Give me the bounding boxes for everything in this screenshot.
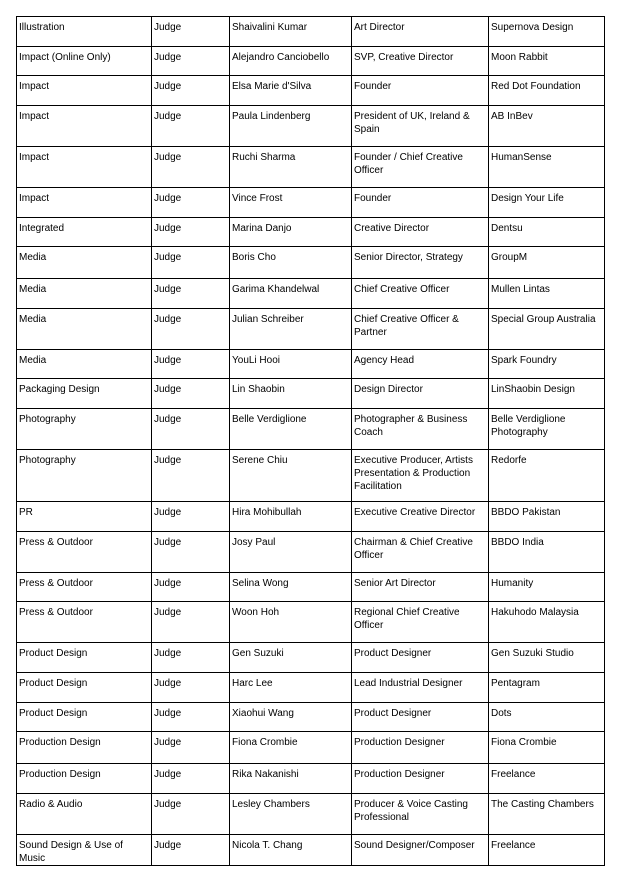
table-row [17,602,605,643]
table-row [17,350,605,379]
category-cell: Media [17,279,152,309]
category-cell: Media [17,350,152,379]
table-row [17,573,605,602]
name-cell: Fiona Crombie [230,732,352,764]
title-cell: Design Director [352,379,489,409]
title-cell: Lead Industrial Designer [352,673,489,703]
organisation-cell: Gen Suzuki Studio [489,643,605,673]
organisation-cell: Spark Foundry [489,350,605,379]
category-cell: Illustration [17,17,152,47]
name-cell: Selina Wong [230,573,352,602]
category-cell: Integrated [17,218,152,247]
table-row [17,532,605,573]
category-cell: Radio & Audio [17,794,152,835]
organisation-cell: Supernova Design [489,17,605,47]
table-row [17,643,605,673]
table-row [17,450,605,502]
table-row [17,247,605,279]
organisation-cell: BBDO India [489,532,605,573]
title-cell: Art Director [352,17,489,47]
organisation-cell: Freelance [489,835,605,866]
role-cell: Judge [152,703,230,732]
name-cell: Elsa Marie d'Silva [230,76,352,106]
role-cell: Judge [152,764,230,794]
organisation-cell: HumanSense [489,147,605,188]
organisation-cell: The Casting Chambers [489,794,605,835]
name-cell: Hira Mohibullah [230,502,352,532]
title-cell: Creative Director [352,218,489,247]
role-cell: Judge [152,835,230,866]
table-row [17,732,605,764]
title-cell: Sound Designer/Composer [352,835,489,866]
category-cell: Packaging Design [17,379,152,409]
category-cell: Impact (Online Only) [17,47,152,76]
organisation-cell: AB InBev [489,106,605,147]
category-cell: Impact [17,76,152,106]
judges-table-body [17,17,605,866]
role-cell: Judge [152,17,230,47]
role-cell: Judge [152,794,230,835]
organisation-cell: Freelance [489,764,605,794]
name-cell: Xiaohui Wang [230,703,352,732]
title-cell: Producer & Voice Casting Professional [352,794,489,835]
name-cell: Belle Verdiglione [230,409,352,450]
organisation-cell: Hakuhodo Malaysia [489,602,605,643]
organisation-cell: Pentagram [489,673,605,703]
name-cell: Alejandro Canciobello [230,47,352,76]
title-cell: Regional Chief Creative Officer [352,602,489,643]
title-cell: Founder [352,76,489,106]
name-cell: YouLi Hooi [230,350,352,379]
title-cell: Photographer & Business Coach [352,409,489,450]
category-cell: Production Design [17,732,152,764]
organisation-cell: Redorfe [489,450,605,502]
name-cell: Julian Schreiber [230,309,352,350]
name-cell: Lesley Chambers [230,794,352,835]
title-cell: Founder / Chief Creative Officer [352,147,489,188]
category-cell: Press & Outdoor [17,532,152,573]
table-row [17,279,605,309]
category-cell: Sound Design & Use of Music [17,835,152,866]
title-cell: President of UK, Ireland & Spain [352,106,489,147]
name-cell: Marina Danjo [230,218,352,247]
role-cell: Judge [152,309,230,350]
title-cell: SVP, Creative Director [352,47,489,76]
organisation-cell: BBDO Pakistan [489,502,605,532]
table-row [17,379,605,409]
role-cell: Judge [152,409,230,450]
organisation-cell: Mullen Lintas [489,279,605,309]
table-row [17,309,605,350]
title-cell: Product Designer [352,643,489,673]
title-cell: Executive Creative Director [352,502,489,532]
title-cell: Chief Creative Officer [352,279,489,309]
category-cell: Media [17,309,152,350]
role-cell: Judge [152,188,230,218]
category-cell: Impact [17,106,152,147]
category-cell: Impact [17,147,152,188]
name-cell: Vince Frost [230,188,352,218]
organisation-cell: Red Dot Foundation [489,76,605,106]
organisation-cell: Moon Rabbit [489,47,605,76]
role-cell: Judge [152,673,230,703]
table-row [17,47,605,76]
organisation-cell: Special Group Australia [489,309,605,350]
table-row [17,673,605,703]
name-cell: Rika Nakanishi [230,764,352,794]
table-row [17,17,605,47]
category-cell: Product Design [17,643,152,673]
category-cell: Production Design [17,764,152,794]
category-cell: Press & Outdoor [17,573,152,602]
role-cell: Judge [152,532,230,573]
role-cell: Judge [152,76,230,106]
table-row [17,218,605,247]
title-cell: Production Designer [352,764,489,794]
category-cell: PR [17,502,152,532]
title-cell: Chairman & Chief Creative Officer [352,532,489,573]
category-cell: Product Design [17,703,152,732]
table-row [17,835,605,866]
title-cell: Agency Head [352,350,489,379]
role-cell: Judge [152,350,230,379]
name-cell: Ruchi Sharma [230,147,352,188]
name-cell: Woon Hoh [230,602,352,643]
organisation-cell: Belle Verdiglione Photography [489,409,605,450]
name-cell: Gen Suzuki [230,643,352,673]
role-cell: Judge [152,106,230,147]
title-cell: Executive Producer, Artists Presentation & Production Facilitation [352,450,489,502]
table-row [17,502,605,532]
name-cell: Garima Khandelwal [230,279,352,309]
name-cell: Josy Paul [230,532,352,573]
organisation-cell: Design Your Life [489,188,605,218]
table-row [17,703,605,732]
organisation-cell: Fiona Crombie [489,732,605,764]
table-row [17,147,605,188]
role-cell: Judge [152,279,230,309]
title-cell: Senior Art Director [352,573,489,602]
name-cell: Harc Lee [230,673,352,703]
name-cell: Nicola T. Chang [230,835,352,866]
title-cell: Chief Creative Officer & Partner [352,309,489,350]
category-cell: Product Design [17,673,152,703]
organisation-cell: Dots [489,703,605,732]
title-cell: Production Designer [352,732,489,764]
table-row [17,188,605,218]
organisation-cell: GroupM [489,247,605,279]
category-cell: Press & Outdoor [17,602,152,643]
organisation-cell: Humanity [489,573,605,602]
judges-table [16,16,605,866]
category-cell: Media [17,247,152,279]
table-row [17,76,605,106]
role-cell: Judge [152,47,230,76]
role-cell: Judge [152,502,230,532]
organisation-cell: LinShaobin Design [489,379,605,409]
category-cell: Photography [17,409,152,450]
role-cell: Judge [152,602,230,643]
name-cell: Serene Chiu [230,450,352,502]
role-cell: Judge [152,147,230,188]
role-cell: Judge [152,450,230,502]
table-row [17,409,605,450]
title-cell: Founder [352,188,489,218]
organisation-cell: Dentsu [489,218,605,247]
role-cell: Judge [152,379,230,409]
name-cell: Boris Cho [230,247,352,279]
title-cell: Senior Director, Strategy [352,247,489,279]
category-cell: Photography [17,450,152,502]
judges-sheet [16,16,604,866]
name-cell: Shaivalini Kumar [230,17,352,47]
role-cell: Judge [152,247,230,279]
name-cell: Lin Shaobin [230,379,352,409]
title-cell: Product Designer [352,703,489,732]
role-cell: Judge [152,573,230,602]
role-cell: Judge [152,732,230,764]
table-row [17,106,605,147]
table-row [17,794,605,835]
category-cell: Impact [17,188,152,218]
name-cell: Paula Lindenberg [230,106,352,147]
role-cell: Judge [152,643,230,673]
table-row [17,764,605,794]
role-cell: Judge [152,218,230,247]
